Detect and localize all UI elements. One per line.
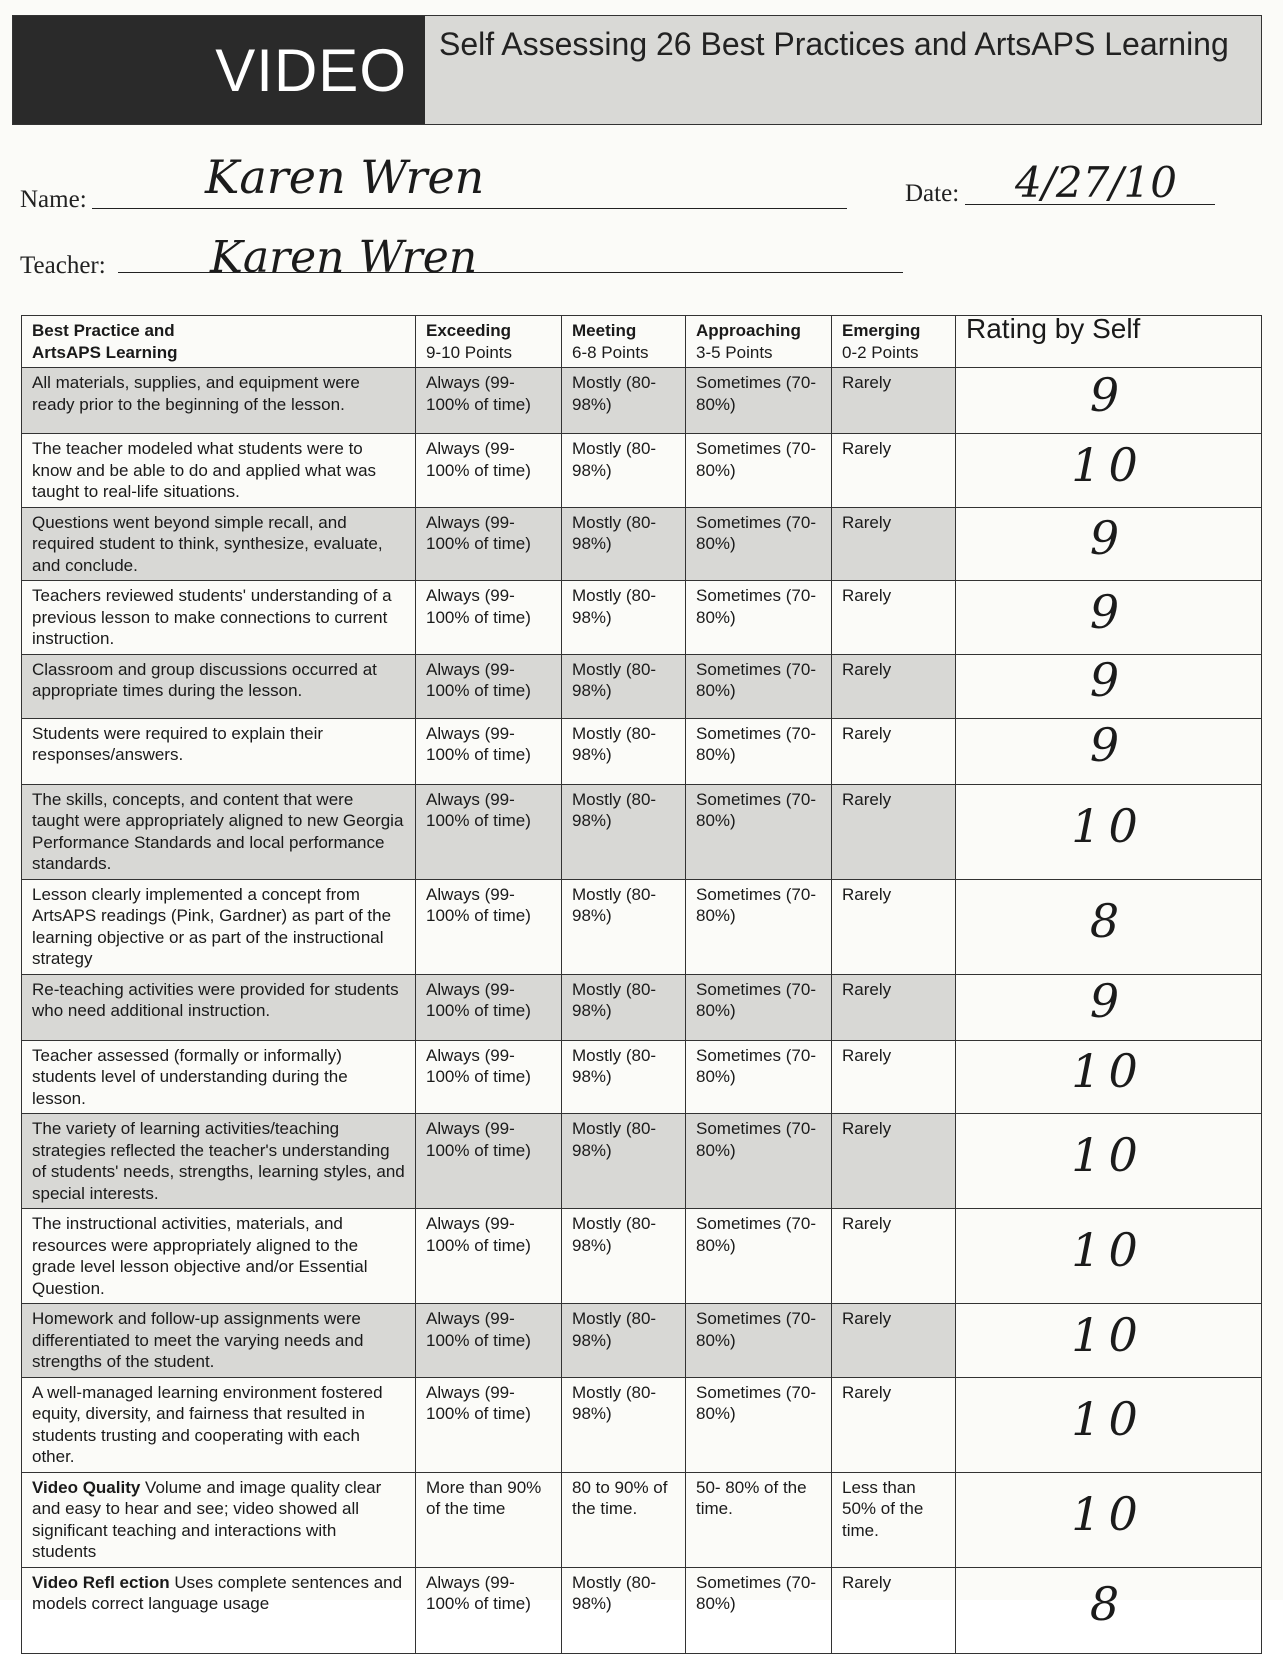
approaching-cell: Sometimes (70-80%) xyxy=(686,1377,832,1472)
practice-text: Classroom and group discussions occurred at appropriate times during the lesson. xyxy=(32,659,377,700)
practice-cell xyxy=(22,434,416,508)
handwritten-rating: 9 xyxy=(1089,584,1128,639)
emerging-cell: Rarely xyxy=(832,1567,956,1653)
header-approaching xyxy=(686,316,832,368)
practice-cell xyxy=(22,507,416,581)
banner-label-block xyxy=(13,16,425,124)
meeting-cell: Mostly (80-98%) xyxy=(562,1304,686,1378)
rating-cell xyxy=(956,879,1262,974)
approaching-cell: Sometimes (70-80%) xyxy=(686,507,832,581)
table-row xyxy=(22,718,1262,784)
rating-cell xyxy=(956,1377,1262,1472)
exceeding-cell: Always (99-100% of time) xyxy=(416,1040,562,1114)
handwritten-rating: 10 xyxy=(1071,1044,1146,1098)
meeting-cell: Mostly (80-98%) xyxy=(562,784,686,879)
handwritten-rating: 10 xyxy=(1071,437,1146,492)
handwritten-rating: 10 xyxy=(1071,1486,1146,1541)
practice-text: A well-managed learning environment fostered equity, diversity, and fairness that resulted in students trusting and cooperating with each other. xyxy=(32,1382,383,1466)
table-row xyxy=(22,1377,1262,1472)
table-row xyxy=(22,1040,1262,1114)
banner-label: VIDEO xyxy=(215,36,407,104)
practice-cell xyxy=(22,1040,416,1114)
name-line xyxy=(92,208,847,209)
handwritten-rating: 10 xyxy=(1071,1307,1146,1362)
header-title: Meeting xyxy=(572,321,637,340)
meeting-cell: Mostly (80-98%) xyxy=(562,1114,686,1209)
table-row xyxy=(22,1472,1262,1567)
header-exceeding xyxy=(416,316,562,368)
approaching-cell: Sometimes (70-80%) xyxy=(686,1304,832,1378)
exceeding-cell: More than 90% of the time xyxy=(416,1472,562,1567)
table-row xyxy=(22,581,1262,655)
table-row xyxy=(22,1209,1262,1304)
header-title: Best Practice and xyxy=(32,321,175,340)
approaching-cell: Sometimes (70-80%) xyxy=(686,974,832,1040)
table-row xyxy=(22,434,1262,508)
emerging-cell: Rarely xyxy=(832,581,956,655)
practice-text: Questions went beyond simple recall, and required student to think, synthesize, evaluate, and conclude. xyxy=(32,512,383,575)
emerging-cell: Rarely xyxy=(832,1040,956,1114)
teacher-signature: Karen Wren xyxy=(210,232,478,283)
exceeding-cell: Always (99-100% of time) xyxy=(416,718,562,784)
approaching-cell: Sometimes (70-80%) xyxy=(686,1040,832,1114)
practice-text: Teachers reviewed students' understanding of a previous lesson to make connections to current instruction. xyxy=(32,586,392,648)
header-subtitle: 9-10 Points xyxy=(426,342,512,362)
table-row xyxy=(22,974,1262,1040)
exceeding-cell: Always (99-100% of time) xyxy=(416,1304,562,1378)
practice-heading: Video Refl ection xyxy=(32,1572,170,1592)
practice-cell xyxy=(22,1304,416,1378)
approaching-cell: Sometimes (70-80%) xyxy=(686,784,832,879)
practice-text: All materials, supplies, and equipment were ready prior to the beginning of the lesson. xyxy=(32,373,360,414)
approaching-cell: Sometimes (70-80%) xyxy=(686,879,832,974)
meeting-cell: Mostly (80-98%) xyxy=(562,434,686,508)
date-handwritten: 4/27/10 xyxy=(1015,158,1177,207)
exceeding-cell: Always (99-100% of time) xyxy=(416,879,562,974)
meeting-cell: Mostly (80-98%) xyxy=(562,1209,686,1304)
meeting-cell: Mostly (80-98%) xyxy=(562,718,686,784)
approaching-cell: Sometimes (70-80%) xyxy=(686,1209,832,1304)
emerging-cell: Rarely xyxy=(832,1304,956,1378)
practice-cell xyxy=(22,1114,416,1209)
handwritten-rating: 10 xyxy=(1071,798,1146,853)
approaching-cell: Sometimes (70-80%) xyxy=(686,654,832,718)
practice-text: The teacher modeled what students were to know and be able to do and applied what was taught to real-life situations. xyxy=(32,439,377,501)
header-subtitle: 0-2 Points xyxy=(842,342,919,362)
handwritten-rating: 9 xyxy=(1089,653,1128,708)
emerging-cell: Rarely xyxy=(832,718,956,784)
header-title: Emerging xyxy=(842,321,921,340)
emerging-cell: Rarely xyxy=(832,784,956,879)
meeting-cell: 80 to 90% of the time. xyxy=(562,1472,686,1567)
practice-text: Re-teaching activities were provided for students who need additional instruction. xyxy=(32,979,399,1020)
handwritten-rating: 10 xyxy=(1071,1223,1146,1278)
approaching-cell: Sometimes (70-80%) xyxy=(686,581,832,655)
emerging-cell: Rarely xyxy=(832,879,956,974)
handwritten-rating: 9 xyxy=(1089,974,1128,1029)
exceeding-cell: Always (99-100% of time) xyxy=(416,434,562,508)
rating-cell xyxy=(956,1304,1262,1378)
exceeding-cell: Always (99-100% of time) xyxy=(416,368,562,434)
approaching-cell: Sometimes (70-80%) xyxy=(686,1567,832,1653)
approaching-cell: Sometimes (70-80%) xyxy=(686,434,832,508)
meeting-cell: Mostly (80-98%) xyxy=(562,581,686,655)
handwritten-rating: 8 xyxy=(1089,893,1128,948)
practice-cell xyxy=(22,1567,416,1653)
table-row xyxy=(22,879,1262,974)
rating-cell xyxy=(956,434,1262,508)
practice-text: The instructional activities, materials, and resources were appropriately aligned to the grade level lesson objective and/or Essential Question. xyxy=(32,1214,368,1298)
table-body xyxy=(22,368,1262,1654)
exceeding-cell: Always (99-100% of time) xyxy=(416,1567,562,1653)
handwritten-rating: 9 xyxy=(1089,511,1128,565)
practice-cell xyxy=(22,974,416,1040)
header-subtitle: ArtsAPS Learning xyxy=(32,342,178,362)
practice-cell xyxy=(22,718,416,784)
rating-cell xyxy=(956,974,1262,1040)
name-label: Name: xyxy=(20,186,87,213)
practice-text: Uses complete sentences and models correct language usage xyxy=(32,1572,403,1613)
rating-cell xyxy=(956,1040,1262,1114)
approaching-cell: Sometimes (70-80%) xyxy=(686,718,832,784)
meeting-cell: Mostly (80-98%) xyxy=(562,1567,686,1653)
emerging-cell: Less than 50% of the time. xyxy=(832,1472,956,1567)
meeting-cell: Mostly (80-98%) xyxy=(562,974,686,1040)
approaching-cell: Sometimes (70-80%) xyxy=(686,368,832,434)
approaching-cell: 50- 80% of the time. xyxy=(686,1472,832,1567)
meeting-cell: Mostly (80-98%) xyxy=(562,879,686,974)
handwritten-rating: 10 xyxy=(1071,1391,1146,1446)
practice-text: Lesson clearly implemented a concept from ArtsAPS readings (Pink, Gardner) as part of the learning objective or as part of the instructional strategy xyxy=(32,884,392,968)
practice-cell xyxy=(22,879,416,974)
emerging-cell: Rarely xyxy=(832,368,956,434)
practice-cell xyxy=(22,1209,416,1304)
practice-cell xyxy=(22,581,416,655)
handwritten-rating: 9 xyxy=(1089,718,1128,773)
emerging-cell: Rarely xyxy=(832,1209,956,1304)
exceeding-cell: Always (99-100% of time) xyxy=(416,1209,562,1304)
handwritten-rating: 10 xyxy=(1071,1128,1146,1183)
header-emerging xyxy=(832,316,956,368)
emerging-cell: Rarely xyxy=(832,974,956,1040)
emerging-cell: Rarely xyxy=(832,1377,956,1472)
emerging-cell: Rarely xyxy=(832,434,956,508)
table-row xyxy=(22,654,1262,718)
practice-cell xyxy=(22,1377,416,1472)
exceeding-cell: Always (99-100% of time) xyxy=(416,784,562,879)
header-subtitle: 3-5 Points xyxy=(696,342,773,362)
emerging-cell: Rarely xyxy=(832,1114,956,1209)
emerging-cell: Rarely xyxy=(832,654,956,718)
rating-cell xyxy=(956,784,1262,879)
rating-cell xyxy=(956,1472,1262,1567)
table-row xyxy=(22,784,1262,879)
rating-cell xyxy=(956,718,1262,784)
handwritten-rating: 8 xyxy=(1089,1577,1128,1632)
rating-cell xyxy=(956,1114,1262,1209)
exceeding-cell: Always (99-100% of time) xyxy=(416,581,562,655)
emerging-cell: Rarely xyxy=(832,507,956,581)
header-rating-by-self: Rating by Self xyxy=(956,316,1262,368)
table-row xyxy=(22,1114,1262,1209)
exceeding-cell: Always (99-100% of time) xyxy=(416,1377,562,1472)
table-row xyxy=(22,368,1262,434)
approaching-cell: Sometimes (70-80%) xyxy=(686,1114,832,1209)
rating-cell xyxy=(956,581,1262,655)
table-row xyxy=(22,1567,1262,1653)
header-best-practice xyxy=(22,316,416,368)
header-banner xyxy=(12,15,1262,125)
header-title: Exceeding xyxy=(426,321,512,340)
date-label: Date: xyxy=(905,180,960,207)
practice-text: Students were required to explain their responses/answers. xyxy=(32,723,324,764)
practice-text: Volume and image quality clear and easy to hear and see; video showed all significant teaching and interactions with students xyxy=(32,1477,382,1561)
practice-cell xyxy=(22,654,416,718)
table-row xyxy=(22,507,1262,581)
rating-cell xyxy=(956,654,1262,718)
meeting-cell: Mostly (80-98%) xyxy=(562,654,686,718)
teacher-label: Teacher: xyxy=(20,252,106,279)
exceeding-cell: Always (99-100% of time) xyxy=(416,654,562,718)
practice-text: The variety of learning activities/teaching strategies reflected the teacher's understanding of students' needs, strengths, learning styles, and special interests. xyxy=(32,1119,405,1203)
practice-text: Homework and follow-up assignments were differentiated to meet the varying needs and strengths of the student. xyxy=(32,1309,364,1371)
meeting-cell: Mostly (80-98%) xyxy=(562,368,686,434)
form-title: Self Assessing 26 Best Practices and ArtsAPS Learning xyxy=(425,16,1261,124)
exceeding-cell: Always (99-100% of time) xyxy=(416,507,562,581)
rating-cell xyxy=(956,368,1262,434)
exceeding-cell: Always (99-100% of time) xyxy=(416,1114,562,1209)
handwritten-rating: 9 xyxy=(1089,367,1128,422)
meeting-cell: Mostly (80-98%) xyxy=(562,1377,686,1472)
meeting-cell: Mostly (80-98%) xyxy=(562,1040,686,1114)
table-row xyxy=(22,1304,1262,1378)
exceeding-cell: Always (99-100% of time) xyxy=(416,974,562,1040)
practice-heading: Video Quality xyxy=(32,1477,141,1497)
header-title: Approaching xyxy=(696,321,801,340)
practice-cell xyxy=(22,784,416,879)
meeting-cell: Mostly (80-98%) xyxy=(562,507,686,581)
header-meeting xyxy=(562,316,686,368)
name-signature: Karen Wren xyxy=(205,150,485,204)
table-header-row xyxy=(22,316,1262,368)
header-subtitle: 6-8 Points xyxy=(572,342,649,362)
practice-text: The skills, concepts, and content that were taught were appropriately aligned to new Georgia Performance Standards and local performance standards. xyxy=(32,789,404,873)
practice-text: Teacher assessed (formally or informally) students level of understanding during the lesson. xyxy=(32,1045,348,1108)
practice-cell xyxy=(22,1472,416,1567)
rating-cell xyxy=(956,507,1262,581)
practice-cell xyxy=(22,368,416,434)
rating-cell xyxy=(956,1567,1262,1653)
rating-cell xyxy=(956,1209,1262,1304)
best-practices-table xyxy=(21,315,1262,1654)
